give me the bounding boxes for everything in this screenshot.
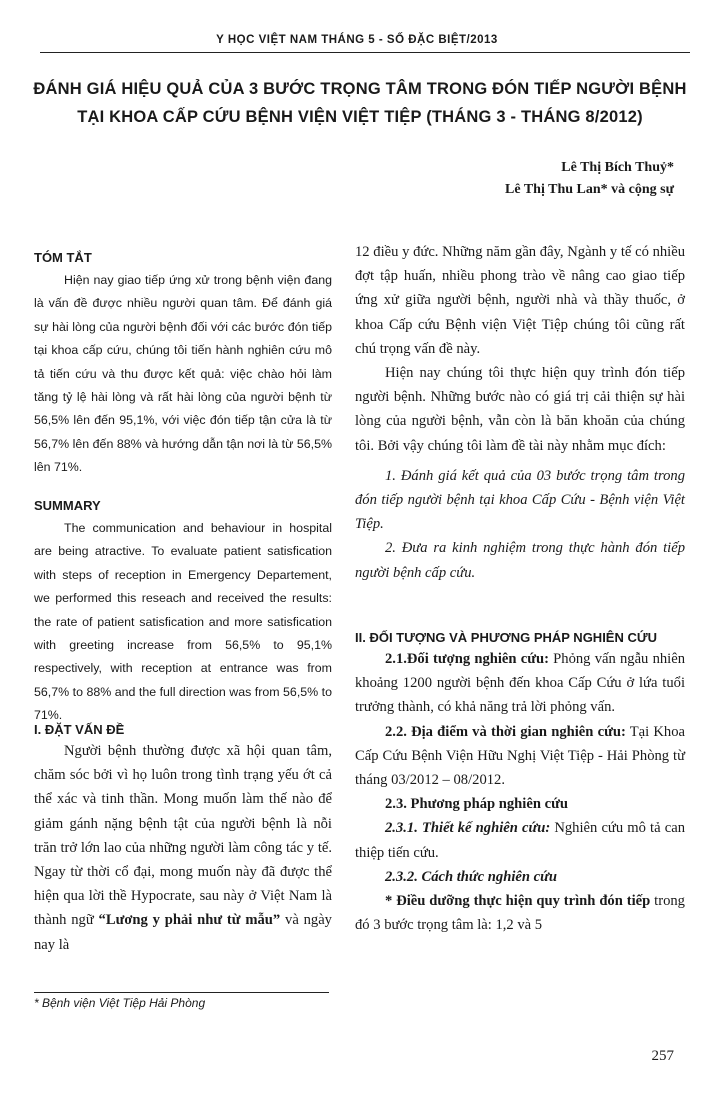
intro-continued: [355, 240, 685, 585]
intro-quote: “Lương y phải như từ mẫu”: [98, 912, 281, 929]
abstract-en: [34, 498, 332, 728]
article-title-line2: TẠI KHOA CẤP CỨU BỆNH VIỆN VIỆT TIỆP (THÁNG 3 - THÁNG 8/2012): [77, 108, 643, 126]
method-2-3-1-label: 2.3.1. Thiết kế nghiên cứu:: [385, 820, 551, 837]
article-title-line1: ĐÁNH GIÁ HIỆU QUẢ CỦA 3 BƯỚC TRỌNG TÂM TRONG ĐÓN TIẾP NGƯỜI BỆNH: [33, 80, 687, 98]
footnote-rule: [34, 992, 329, 993]
method-2-3-1: [355, 816, 685, 864]
methods-heading: II. ĐỐI TƯỢNG VÀ PHƯƠNG PHÁP NGHIÊN CỨU: [355, 630, 658, 645]
page-number: 257: [651, 1048, 674, 1064]
tomtat-text: Hiện nay giao tiếp ứng xử trong bệnh viện đang là vấn đề được nhiều người quan tâm. Để đánh giá sự hài lòng của người bệnh đối với các bước đón tiếp tại khoa cấp cứu, chúng tôi tiến hành nghiên cứu mô tả tiến cứu và thu được kết quả: việc chào hỏi làm tăng tỷ lệ hài lòng và rất hài lòng của người bệnh từ 56,5% lên đến 95,1%, với việc đón tiếp tận cửa là từ 56,7% lên đến 88% và hướng dẫn tận nơi là từ 56,5% lên 71%.: [34, 273, 332, 475]
summary-text: The communication and behaviour in hospital are being atractive. To evaluate patient satisfication with steps of reception in Emergency Departement, we performed this reseach and received the results: the rate of patient satisfication and more satisfication with greeting increase from 56,5% to 95,1% respectively, with reception at entrance was from 56,7% to 88% and the full direction was from 56,5% to 71%.: [34, 521, 332, 723]
intro-text: Người bệnh thường được xã hội quan tâm, chăm sóc bởi vì họ luôn trong tình trạng yếu ớt cả thể xác và tinh thần. Mong muốn làm thế nào để giảm gánh nặng bệnh tật của người bệnh là nỗi trăn trở lớn lao của những người làm công tác y tế. Ngay từ thời cổ đại, mong muốn này đã được thể hiện qua lời thề Hypocrate, sau này ở Việt Nam là thành ngữ: [34, 743, 332, 929]
methods-section: [355, 630, 685, 937]
objective-2: 2. Đưa ra kinh nghiệm trong thực hành đón tiếp người bệnh cấp cứu.: [355, 540, 685, 581]
intro-section: [34, 722, 332, 957]
header-rule: [40, 52, 690, 53]
method-2-3-2-label: 2.3.2. Cách thức nghiên cứu: [385, 868, 557, 885]
summary-heading: SUMMARY: [34, 498, 101, 513]
method-2-3-2a: [355, 889, 685, 937]
method-2-2: [355, 720, 685, 793]
method-2-3-2a-label: * Điều dưỡng thực hiện quy trình đón tiếp: [385, 893, 651, 910]
objective-1: 1. Đánh giá kết quả của 03 bước trọng tâm trong đón tiếp người bệnh tại khoa Cấp Cứu - Bệnh viện Việt Tiệp.: [355, 467, 685, 533]
method-2-1-label: 2.1.Đối tượng nghiên cứu:: [385, 651, 549, 667]
method-2-3-label: 2.3. Phương pháp nghiên cứu: [385, 796, 568, 813]
journal-header: Y HỌC VIỆT NAM THÁNG 5 - SỐ ĐẶC BIỆT/2013: [216, 34, 498, 46]
abstract-vi: [34, 250, 332, 480]
method-2-3-2a-text: trong đó 3 bước trọng tâm là: 1,2 và 5: [355, 893, 685, 934]
method-2-2-label: 2.2. Địa điểm và thời gian nghiên cứu:: [385, 723, 626, 740]
method-2-2-text: Tại Khoa Cấp Cứu Bệnh Viện Hữu Nghị Việt Tiệp - Hải Phòng từ tháng 03/2012 – 08/2012.: [355, 723, 685, 789]
author-2: Lê Thị Thu Lan* và cộng sự: [505, 182, 674, 197]
footnote: * Bệnh viện Việt Tiệp Hải Phòng: [34, 996, 206, 1010]
intro-paragraph: [34, 739, 332, 957]
method-2-3-1-text: Nghiên cứu mô tả can thiệp tiến cứu.: [355, 820, 685, 861]
intro-heading: I. ĐẶT VẤN ĐỀ: [34, 722, 125, 737]
intro-para2: Hiện nay chúng tôi thực hiện quy trình đón tiếp người bệnh. Những bước nào có giá trị cải thiện sự hài lòng của người bệnh, vẫn còn là băn khoăn của chúng tôi. Bởi vậy chúng tôi làm đề tài này nhằm mục đích:: [355, 365, 685, 454]
author-1: Lê Thị Bích Thuỷ*: [561, 160, 674, 175]
intro-text-after: và ngày nay là: [34, 912, 332, 953]
intro-continued-text: 12 điều y đức. Những năm gần đây, Ngành y tế có nhiều đợt tập huấn, nhiều phong trào về nâng cao giao tiếp ứng xử giữa người bệnh, người nhà và thầy thuốc, ở khoa Cấp cứu Bệnh viện Việt Tiệp chúng tôi cũng rất chú trọng vấn đề này.: [355, 244, 685, 357]
method-2-1: [355, 647, 685, 720]
tomtat-heading: TÓM TẮT: [34, 250, 92, 265]
method-2-1-text: Phỏng vấn ngẫu nhiên khoảng 1200 người bệnh đến khoa Cấp Cứu ở lứa tuổi trưởng thành, có khả năng trả lời phỏng vấn.: [355, 651, 685, 716]
